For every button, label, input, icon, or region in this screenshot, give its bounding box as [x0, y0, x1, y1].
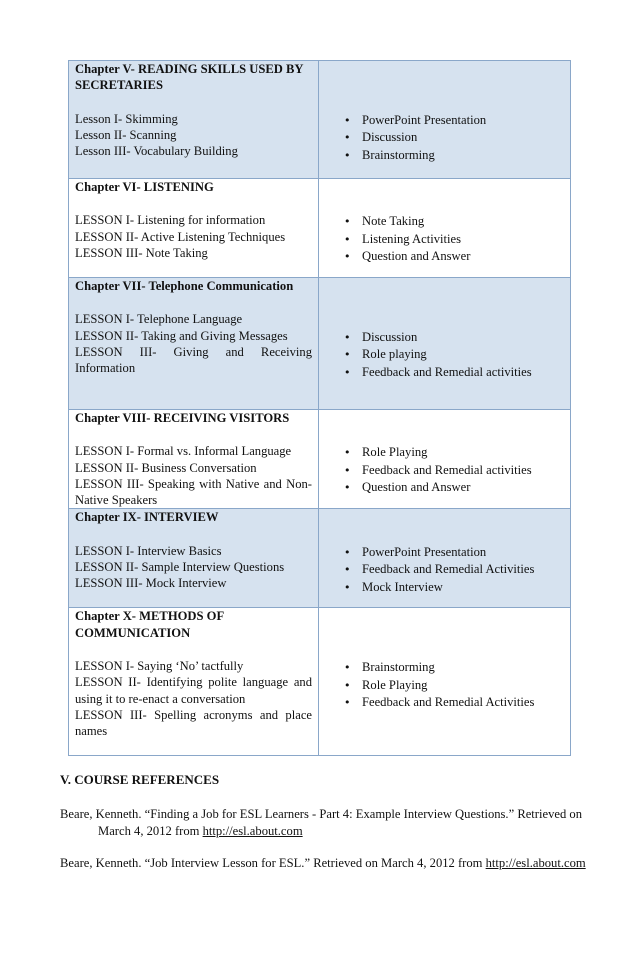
lesson-item: LESSON III- Speaking with Native and Non-Native Speakers [75, 476, 312, 508]
reference-text: Beare, Kenneth. “Finding a Job for ESL Learners - Part 4: Example Interview Questions.” Retrieved on March 4, 2012 from [60, 807, 583, 838]
chapter-row [69, 410, 571, 509]
chapter-row [69, 179, 571, 278]
activities-list [319, 608, 570, 711]
activities-list [319, 61, 570, 164]
activities-list [319, 509, 570, 596]
activities-cell [319, 61, 571, 179]
chapter-cell [69, 61, 319, 179]
activities-list [319, 278, 570, 381]
activities-cell [319, 179, 571, 278]
chapter-cell [69, 509, 319, 608]
chapter-row [69, 608, 571, 756]
activity-item: • PowerPoint Presentation [362, 544, 570, 562]
reference-link[interactable]: http://esl.about.com [202, 823, 303, 838]
lesson-item: LESSON I- Interview Basics [75, 543, 222, 558]
activity-item: • Feedback and Remedial activities [362, 462, 570, 480]
activity-item: • Discussion [362, 129, 570, 147]
lesson-item: LESSON I- Listening for information [75, 213, 266, 228]
activity-item: • Mock Interview [362, 579, 570, 597]
activities-cell [319, 608, 571, 756]
activity-item: • Question and Answer [362, 248, 570, 266]
reference-entry [60, 855, 618, 872]
lesson-item: LESSON II- Business Conversation [75, 460, 257, 475]
chapter-title: Chapter VIII- RECEIVING VISITORS [75, 411, 290, 425]
activity-item: • Feedback and Remedial Activities [362, 561, 570, 579]
chapter-row [69, 278, 571, 410]
activity-item: • Feedback and Remedial activities [362, 364, 570, 382]
chapter-cell [69, 278, 319, 410]
activity-item: • Role Playing [362, 677, 570, 695]
chapter-row [69, 509, 571, 608]
lesson-item: Lesson I- Skimming [75, 111, 178, 126]
activities-list [319, 179, 570, 266]
chapter-title: Chapter V- READING SKILLS USED BY SECRETARIES [75, 62, 304, 93]
lesson-item: LESSON II- Identifying polite language and using it to re-enact a conversation [75, 675, 312, 706]
activity-item: • PowerPoint Presentation [362, 112, 570, 130]
lesson-item: LESSON II- Active Listening Techniques [75, 229, 286, 244]
reference-link[interactable]: http://esl.about.com [485, 856, 586, 870]
activity-item: • Listening Activities [362, 231, 570, 249]
chapter-title: Chapter IX- INTERVIEW [75, 510, 219, 525]
lesson-item: LESSON I- Telephone Language [75, 312, 243, 327]
lesson-item: LESSON I- Formal vs. Informal Language [75, 444, 292, 459]
reference-entry [60, 806, 618, 839]
activity-item: • Feedback and Remedial Activities [362, 694, 570, 712]
chapter-title: Chapter X- METHODS OF COMMUNICATION [75, 609, 224, 640]
activity-item: • Question and Answer [362, 479, 570, 497]
lesson-item: LESSON II- Taking and Giving Messages [75, 328, 288, 343]
lesson-item: LESSON III- Spelling acronyms and place names [75, 707, 312, 739]
lesson-item: Lesson II- Scanning [75, 127, 177, 142]
activity-item: • Brainstorming [362, 147, 570, 165]
references-heading: V. COURSE REFERENCES [60, 772, 220, 787]
lesson-item: LESSON III- Mock Interview [75, 576, 227, 591]
chapter-row [69, 61, 571, 179]
activity-item: • Role playing [362, 346, 570, 364]
activities-cell [319, 509, 571, 608]
lesson-item: LESSON III- Giving and Receiving Information [75, 344, 312, 376]
activities-cell [319, 410, 571, 509]
syllabus-table [68, 60, 571, 756]
chapter-cell [69, 608, 319, 756]
activities-cell [319, 278, 571, 410]
chapter-title: Chapter VII- Telephone Communication [75, 279, 294, 293]
activity-item: • Note Taking [362, 213, 570, 231]
activity-item: • Brainstorming [362, 659, 570, 677]
chapter-cell [69, 179, 319, 278]
lesson-item: LESSON III- Note Taking [75, 245, 208, 260]
activity-item: • Discussion [362, 329, 570, 347]
reference-text: Beare, Kenneth. “Job Interview Lesson for ESL.” Retrieved on March 4, 2012 from [60, 856, 486, 870]
activities-list [319, 410, 570, 497]
lesson-item: LESSON II- Sample Interview Questions [75, 560, 285, 575]
activity-item: • Role Playing [362, 444, 570, 462]
chapter-title: Chapter VI- LISTENING [75, 180, 214, 194]
chapter-cell [69, 410, 319, 509]
lesson-item: Lesson III- Vocabulary Building [75, 144, 238, 159]
lesson-item: LESSON I- Saying ‘No’ tactfully [75, 659, 244, 674]
